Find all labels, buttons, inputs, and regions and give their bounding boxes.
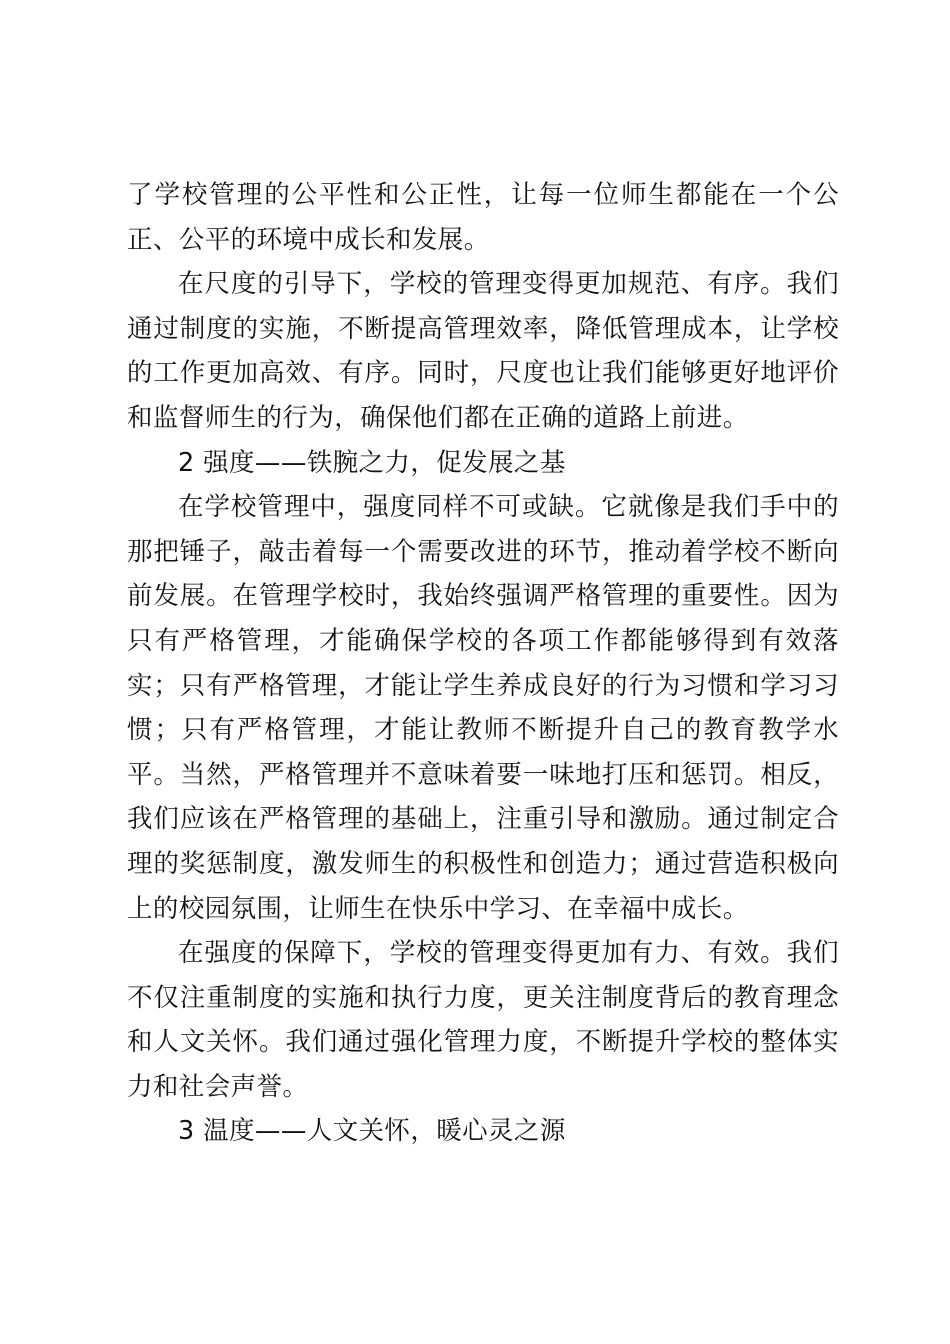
paragraph-strength-guarantee: 在强度的保障下，学校的管理变得更加有力、有效。我们不仅注重制度的实施和执行力度，更关注制度背后的教育理念和人文关怀。我们通过强化管理力度，不断提升学校的整体实力和社会声誉。 <box>127 938 839 1102</box>
section-heading-strength: 2 强度——铁腕之力，促发展之基 <box>178 447 566 478</box>
section-heading-warmth: 3 温度——人文关怀，暖心灵之源 <box>178 1116 566 1147</box>
paragraph-scale-guidance: 在尺度的引导下，学校的管理变得更加规范、有序。我们通过制度的实施，不断提高管理效率，降低管理成本，让学校的工作更加高效、有序。同时，尺度也让我们能够更好地评价和监督师生的行为，确保他们都在正确的道路上前进。 <box>127 269 839 433</box>
document-page <box>127 173 839 1154</box>
paragraph-strength-management: 在学校管理中，强度同样不可或缺。它就像是我们手中的那把锤子，敲击着每一个需要改进的环节，推动着学校不断向前发展。在管理学校时，我始终强调严格管理的重要性。因为只有严格管理，才能确保学校的各项工作都能够得到有效落实；只有严格管理，才能让学生养成良好的行为习惯和学习习惯；只有严格管理，才能让教师不断提升自己的教育教学水平。当然，严格管理并不意味着要一味地打压和惩罚。相反，我们应该在严格管理的基础上，注重引导和激励。通过制定合理的奖惩制度，激发师生的积极性和创造力；通过营造积极向上的校园氛围，让师生在快乐中学习、在幸福中成长。 <box>127 492 839 924</box>
paragraph-continuation: 了学校管理的公平性和公正性，让每一位师生都能在一个公正、公平的环境中成长和发展。 <box>127 180 839 255</box>
